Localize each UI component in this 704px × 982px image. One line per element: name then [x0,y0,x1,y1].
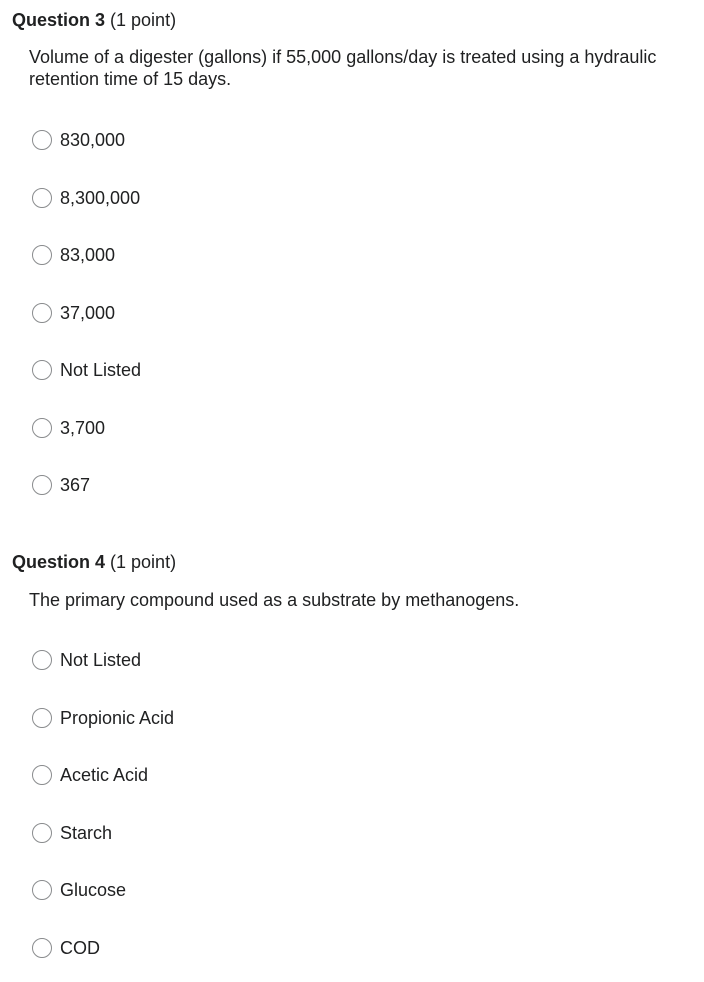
answer-option[interactable] [32,300,115,326]
answer-option[interactable] [32,185,140,211]
question-points: (1 point) [110,10,177,30]
answer-label: 83,000 [60,245,116,265]
radio-button[interactable] [32,708,52,728]
radio-button[interactable] [32,418,52,438]
question-prompt: Volume of a digester (gallons) if 55,000 gallons/day is treated using a hydraulic retention time of 15 days. [29,47,657,89]
answer-option[interactable] [32,647,141,673]
answer-label: Propionic Acid [60,708,175,728]
question-title: Question 4 [12,552,106,572]
radio-button[interactable] [32,245,52,265]
answer-option[interactable] [32,127,125,153]
radio-button[interactable] [32,765,52,785]
radio-button[interactable] [32,475,52,495]
answer-label: 367 [60,475,91,495]
answer-option[interactable] [32,415,105,441]
answer-label: Not Listed [60,360,142,380]
answer-option[interactable] [32,820,112,846]
radio-button[interactable] [32,650,52,670]
radio-button[interactable] [32,188,52,208]
answer-option[interactable] [32,242,115,268]
radio-button[interactable] [32,130,52,150]
radio-button[interactable] [32,880,52,900]
answer-label: 3,700 [60,418,106,438]
question-heading [12,551,176,573]
answer-option[interactable] [32,705,174,731]
answer-label: Glucose [60,880,127,900]
radio-button[interactable] [32,303,52,323]
answer-label: Starch [60,823,113,843]
answer-label: 37,000 [60,303,116,323]
answer-label: COD [60,938,100,958]
answer-option[interactable] [32,935,100,961]
radio-button[interactable] [32,938,52,958]
answer-label: Not Listed [60,650,142,670]
answer-option[interactable] [32,877,126,903]
radio-button[interactable] [32,823,52,843]
answer-label: Acetic Acid [60,765,149,785]
question-prompt: The primary compound used as a substrate by methanogens. [29,590,520,610]
question-heading [12,9,176,31]
answer-option[interactable] [32,357,141,383]
answer-label: 8,300,000 [60,188,141,208]
answer-option[interactable] [32,472,90,498]
answer-label: 830,000 [60,130,126,150]
answer-option[interactable] [32,762,148,788]
question-title: Question 3 [12,10,106,30]
question-points: (1 point) [110,552,177,572]
radio-button[interactable] [32,360,52,380]
